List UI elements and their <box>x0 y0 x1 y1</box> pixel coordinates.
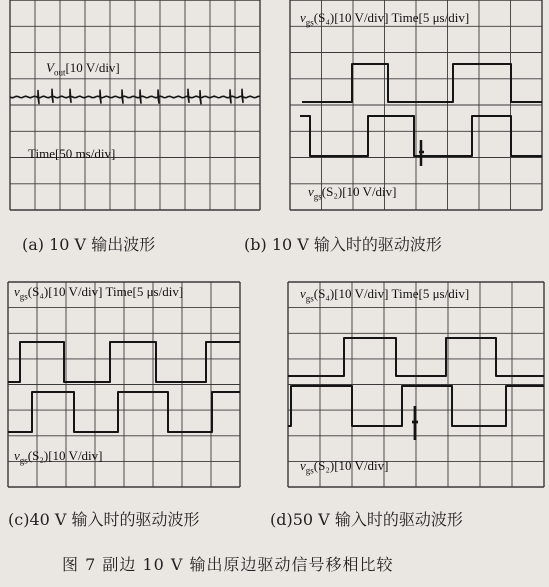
vgs-s4-trace <box>302 64 542 102</box>
vgs-s4-label: $v_{gs}(S_4)[10$ V/div] Time[5 μs/div] <box>300 10 470 28</box>
scope-grid-d <box>288 282 544 487</box>
vgs-s4-label: $v_{gs}(S_4)[10$ V/div] Time[5 μs/div] <box>300 286 470 304</box>
scope-panel-b <box>290 0 542 210</box>
caption-d: (d)50 V 输入时的驱动波形 <box>270 510 463 529</box>
scope-grid-b <box>290 0 542 210</box>
vgs-s2-label: $v_{gs}(S_2)[10$ V/div] <box>300 458 389 476</box>
vgs-s2-label: $v_{gs}(S_2)[10$ V/div] <box>14 448 103 466</box>
caption-b: (b) 10 V 输入时的驱动波形 <box>244 235 442 254</box>
caption-a: (a) 10 V 输出波形 <box>22 235 156 254</box>
caption-c: (c)40 V 输入时的驱动波形 <box>8 510 200 529</box>
switching-spike <box>412 406 418 440</box>
graticule <box>10 0 260 210</box>
scope-panel-c <box>8 282 240 487</box>
figure-caption: 图 7 副边 10 V 输出原边驱动信号移相比较 <box>62 555 394 574</box>
vgs-s2-label: $v_{gs}(S_2)[10$ V/div] <box>308 184 397 202</box>
graticule <box>288 282 544 487</box>
switching-spike <box>419 140 424 166</box>
time-scale-label: Time[50 ms/div] <box>28 146 116 161</box>
vgs-s4-label: $v_{gs}(S_4)[10$ V/div] Time[5 μs/div] <box>14 284 184 302</box>
vout-scale-label: $V_{out}[10$ V/div] <box>46 60 120 78</box>
scope-panel-a <box>10 0 260 210</box>
scope-grid-a <box>10 0 260 210</box>
graticule <box>290 0 542 210</box>
scope-panel-d <box>288 282 544 487</box>
